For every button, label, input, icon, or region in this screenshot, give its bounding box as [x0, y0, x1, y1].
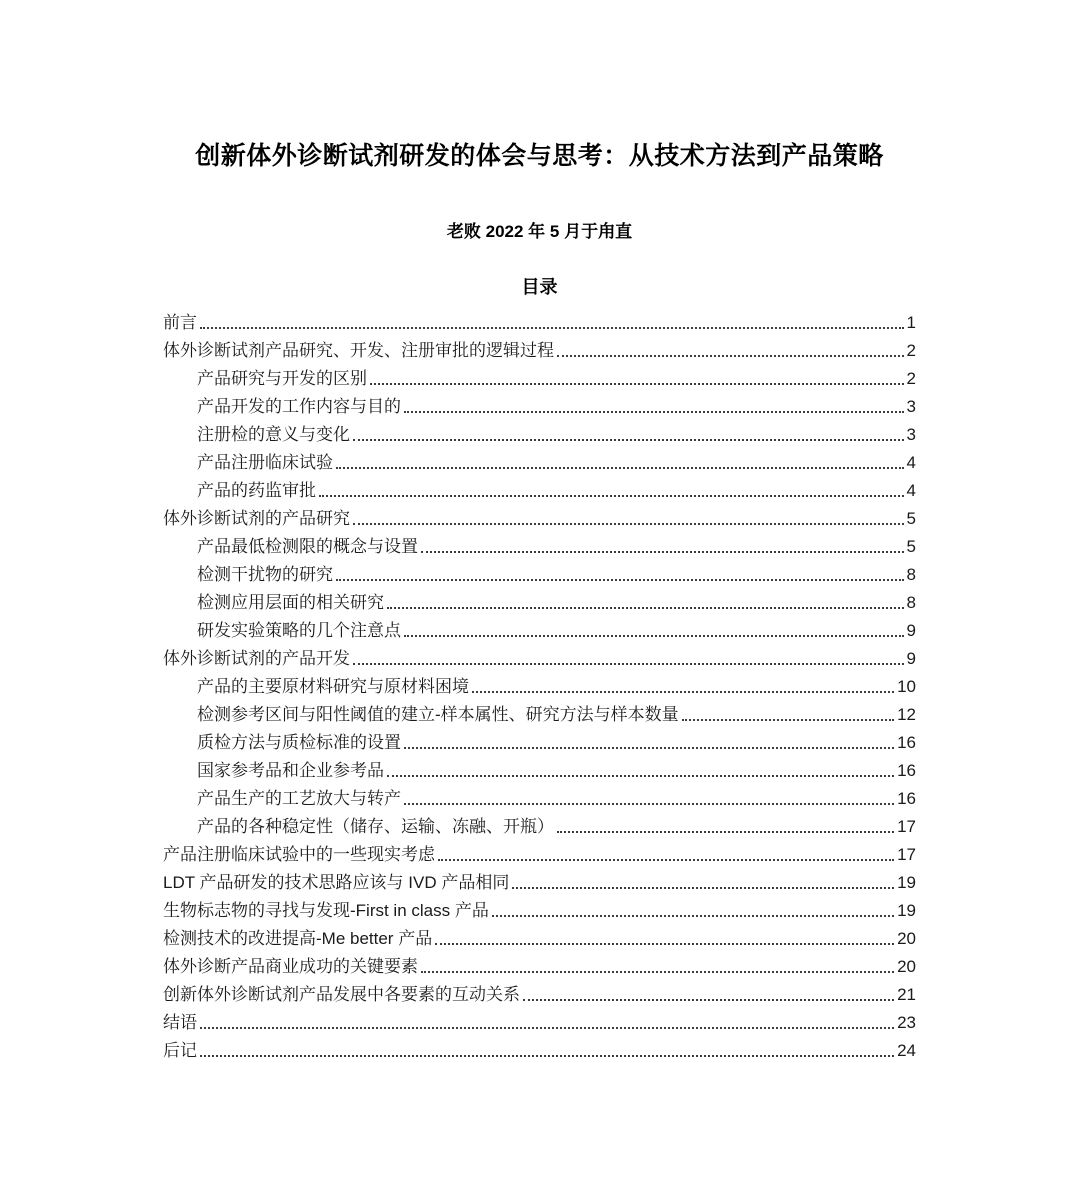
toc-dotted-leader — [421, 551, 904, 553]
toc-entry-page: 17 — [897, 817, 916, 836]
toc-entry-page: 16 — [897, 733, 916, 752]
toc-entry-label: 产品注册临床试验 — [197, 453, 333, 472]
toc-entry-label: 产品生产的工艺放大与转产 — [197, 789, 401, 808]
toc-list — [163, 308, 916, 1064]
toc-entry-page: 9 — [906, 621, 916, 640]
toc-entry[interactable] — [163, 784, 916, 812]
toc-dotted-leader — [404, 803, 894, 805]
toc-dotted-leader — [200, 327, 904, 329]
toc-dotted-leader — [387, 607, 904, 609]
toc-entry[interactable] — [163, 728, 916, 756]
toc-entry-page: 12 — [897, 705, 916, 724]
toc-entry-page: 21 — [897, 985, 916, 1004]
toc-entry[interactable] — [163, 308, 916, 336]
toc-entry[interactable] — [163, 1008, 916, 1036]
toc-entry-label: LDT 产品研发的技术思路应该与 IVD 产品相同 — [163, 873, 510, 892]
toc-entry[interactable] — [163, 952, 916, 980]
toc-dotted-leader — [404, 747, 894, 749]
toc-entry-label: 体外诊断试剂的产品开发 — [163, 649, 350, 668]
toc-dotted-leader — [404, 411, 904, 413]
toc-entry-page: 4 — [906, 453, 916, 472]
toc-entry[interactable] — [163, 980, 916, 1008]
toc-entry-label: 产品的主要原材料研究与原材料困境 — [197, 677, 469, 696]
toc-entry-page: 8 — [906, 565, 916, 584]
toc-entry[interactable] — [163, 364, 916, 392]
toc-entry-page: 2 — [906, 369, 916, 388]
toc-entry-page: 5 — [906, 509, 916, 528]
toc-dotted-leader — [421, 971, 894, 973]
document-title: 创新体外诊断试剂研发的体会与思考：从技术方法到产品策略 — [195, 142, 884, 170]
toc-dotted-leader — [557, 831, 894, 833]
toc-entry-page: 1 — [906, 313, 916, 332]
toc-entry[interactable] — [163, 644, 916, 672]
author-byline: 老败 2022 年 5 月于甪直 — [446, 222, 633, 241]
toc-dotted-leader — [336, 579, 904, 581]
toc-entry-page: 20 — [897, 957, 916, 976]
toc-entry-page: 8 — [906, 593, 916, 612]
toc-entry-label: 后记 — [163, 1041, 197, 1060]
toc-entry[interactable] — [163, 532, 916, 560]
toc-entry-page: 10 — [897, 677, 916, 696]
toc-entry-label: 质检方法与质检标准的设置 — [197, 733, 401, 752]
toc-dotted-leader — [200, 1027, 894, 1029]
toc-entry-label: 前言 — [163, 313, 197, 332]
toc-entry-label: 体外诊断产品商业成功的关键要素 — [163, 957, 418, 976]
toc-entry-page: 19 — [897, 901, 916, 920]
toc-dotted-leader — [435, 943, 894, 945]
toc-entry[interactable] — [163, 336, 916, 364]
toc-entry[interactable] — [163, 756, 916, 784]
toc-entry-page: 17 — [897, 845, 916, 864]
toc-dotted-leader — [200, 1055, 894, 1057]
toc-heading: 目录 — [521, 277, 558, 297]
toc-entry-page: 3 — [906, 425, 916, 444]
toc-entry-label: 产品的各种稳定性（储存、运输、冻融、开瓶） — [197, 817, 554, 836]
toc-entry[interactable] — [163, 420, 916, 448]
toc-entry[interactable] — [163, 588, 916, 616]
toc-entry-label: 体外诊断试剂的产品研究 — [163, 509, 350, 528]
toc-entry-label: 产品的药监审批 — [197, 481, 316, 500]
toc-entry-label: 国家参考品和企业参考品 — [197, 761, 384, 780]
toc-entry-label: 研发实验策略的几个注意点 — [197, 621, 401, 640]
toc-dotted-leader — [512, 887, 894, 889]
toc-entry-label: 注册检的意义与变化 — [197, 425, 350, 444]
toc-dotted-leader — [492, 915, 894, 917]
toc-dotted-leader — [353, 439, 904, 441]
toc-dotted-leader — [370, 383, 904, 385]
toc-entry[interactable] — [163, 868, 916, 896]
toc-dotted-leader — [353, 663, 904, 665]
toc-entry-label: 生物标志物的寻找与发现-First in class 产品 — [163, 901, 489, 920]
toc-entry-label: 产品研究与开发的区别 — [197, 369, 367, 388]
toc-entry-label: 检测应用层面的相关研究 — [197, 593, 384, 612]
toc-entry[interactable] — [163, 448, 916, 476]
toc-entry-label: 产品开发的工作内容与目的 — [197, 397, 401, 416]
document-page — [163, 0, 916, 1064]
toc-entry-page: 5 — [906, 537, 916, 556]
toc-dotted-leader — [438, 859, 894, 861]
toc-entry-page: 23 — [897, 1013, 916, 1032]
toc-entry-label: 检测干扰物的研究 — [197, 565, 333, 584]
toc-entry-page: 9 — [906, 649, 916, 668]
toc-dotted-leader — [387, 775, 894, 777]
toc-entry[interactable] — [163, 672, 916, 700]
toc-entry-label: 检测技术的改进提高-Me better 产品 — [163, 929, 433, 948]
toc-entry-page: 20 — [897, 929, 916, 948]
toc-entry[interactable] — [163, 1036, 916, 1064]
toc-entry-label: 创新体外诊断试剂产品发展中各要素的互动关系 — [163, 985, 520, 1004]
toc-entry-label: 产品最低检测限的概念与设置 — [197, 537, 418, 556]
toc-entry[interactable] — [163, 616, 916, 644]
toc-entry-page: 19 — [897, 873, 916, 892]
toc-entry-label: 结语 — [163, 1013, 197, 1032]
toc-entry[interactable] — [163, 896, 916, 924]
toc-entry-label: 产品注册临床试验中的一些现实考虑 — [163, 845, 435, 864]
toc-dotted-leader — [353, 523, 904, 525]
toc-entry[interactable] — [163, 924, 916, 952]
toc-dotted-leader — [682, 719, 894, 721]
toc-entry[interactable] — [163, 504, 916, 532]
toc-entry-page: 4 — [906, 481, 916, 500]
toc-dotted-leader — [472, 691, 894, 693]
toc-dotted-leader — [523, 999, 894, 1001]
toc-entry[interactable] — [163, 476, 916, 504]
toc-dotted-leader — [404, 635, 904, 637]
toc-entry-label: 体外诊断试剂产品研究、开发、注册审批的逻辑过程 — [163, 341, 554, 360]
toc-dotted-leader — [336, 467, 904, 469]
toc-entry-page: 3 — [906, 397, 916, 416]
toc-entry[interactable] — [163, 392, 916, 420]
toc-entry-label: 检测参考区间与阳性阈值的建立-样本属性、研究方法与样本数量 — [197, 705, 679, 724]
toc-dotted-leader — [319, 495, 904, 497]
toc-entry-page: 2 — [906, 341, 916, 360]
toc-entry[interactable] — [163, 812, 916, 840]
toc-entry[interactable] — [163, 560, 916, 588]
toc-entry-page: 24 — [897, 1041, 916, 1060]
toc-dotted-leader — [557, 355, 904, 357]
toc-entry[interactable] — [163, 840, 916, 868]
toc-entry[interactable] — [163, 700, 916, 728]
toc-entry-page: 16 — [897, 789, 916, 808]
toc-entry-page: 16 — [897, 761, 916, 780]
